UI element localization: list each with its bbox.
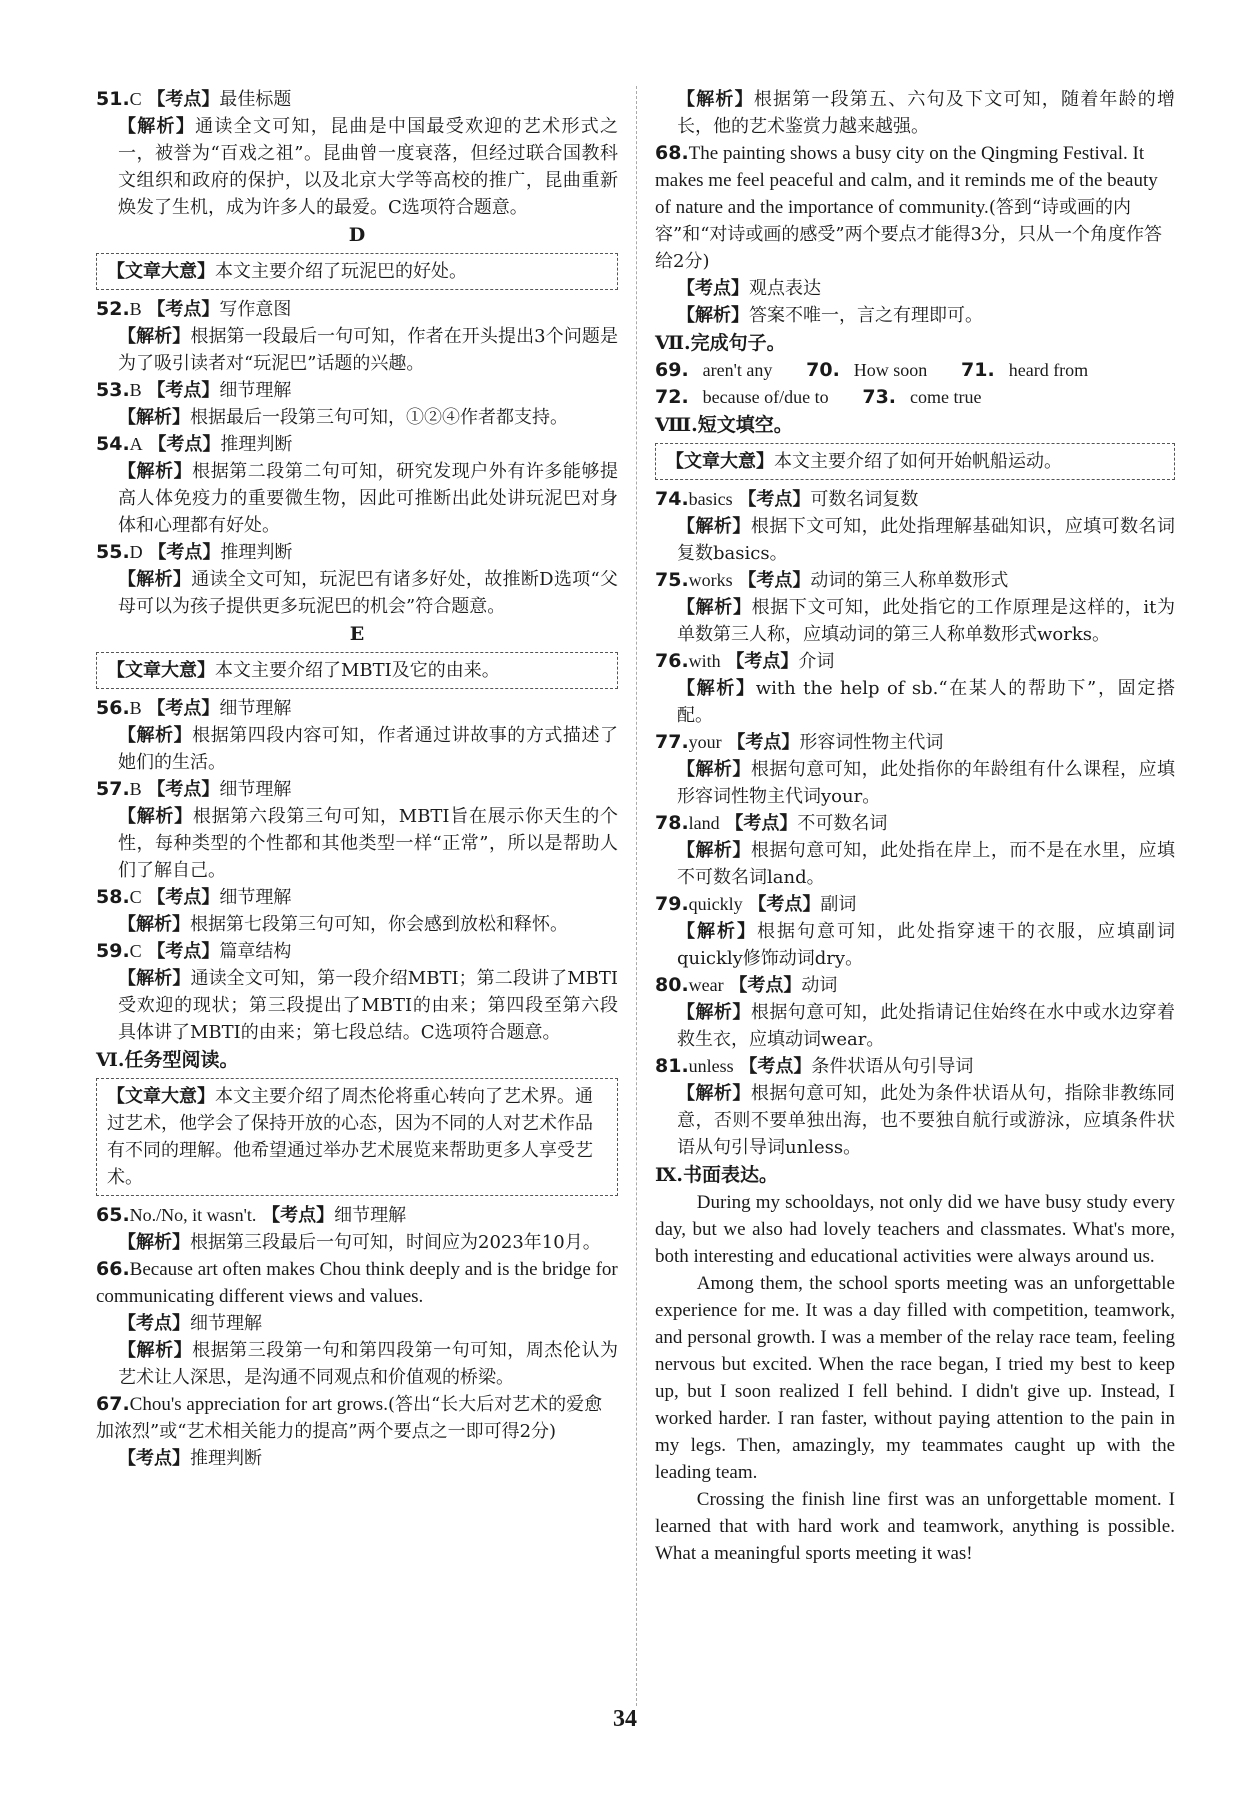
question-67: 67.Chou's appreciation for art grows.(答出“长大后对艺术的爱愈加浓烈”或“艺术相关能力的提高”两个要点之一即可得2分) 【考点】推理判断 (96, 1393, 603, 1469)
section-e-heading: E (349, 623, 365, 645)
left-column (96, 86, 618, 1472)
question-52: 52.B 【考点】写作意图 【解析】根据第一段最后一句可知，作者在开头提出3个问题是为了吸引读者对“玩泥巴”话题的兴趣。 (96, 298, 619, 374)
question-66: 66.Because art often makes Chou think deeply and is the bridge for communicating different views and values. 【考点】细节理解 【解析】根据第三段第一句和第四段第一句可知，周杰伦认为艺术让人深思，是沟通不同观点和价值观的桥梁。 (96, 1258, 618, 1388)
summary-box-6: 【文章大意】本文主要介绍了周杰伦将重心转向了艺术界。通过艺术，他学会了保持开放的心态，因为不同的人对艺术作品有不同的理解。他希望通过举办艺术展览来帮助更多人享受艺术。 (96, 1078, 618, 1196)
question-67-analysis: 【解析】根据第一段第五、六句及下文可知，随着年龄的增长，他的艺术鉴赏力越来越强。 (677, 89, 1176, 137)
sentence-answers-row-1: 69. aren't any 70. How soon 71. heard from (655, 359, 1089, 381)
section-7-heading: Ⅶ.完成句子。 (655, 332, 786, 354)
essay-paragraph-2: Among them, the school sports meeting was an unforgettable experience for me. It was a day filled with competition, teamwork, and personal growth. I was a member of the relay race team, feeling nervous but excited. When the race began, I tried my best to keep up, but I soon realized I fell behind. I didn't give up. Instead, I worked harder. I ran faster, without paying attention to the pain in my legs. Then, amazingly, my teammates caught up with the leading team. (655, 1273, 1175, 1483)
question-56: 56.B 【考点】细节理解 【解析】根据第四段内容可知，作者通过讲故事的方式描述了她们的生活。 (96, 697, 618, 773)
essay-paragraph-3: Crossing the finish line first was an unforgettable moment. I learned that with hard work and teamwork, anything is possible. What a meaningful sports meeting it was! (655, 1489, 1175, 1564)
question-81: 81.unless 【考点】条件状语从句引导词 【解析】根据句意可知，此处为条件状语从句，指除非教练同意，否则不要单独出海，也不要独自航行或游泳，应填条件状语从句引导词unless。 (655, 1055, 1176, 1158)
question-78: 78.land 【考点】不可数名词 【解析】根据句意可知，此处指在岸上，而不是在水里，应填不可数名词land。 (655, 812, 1176, 888)
question-76: 76.with 【考点】介词 【解析】with the help of sb.“在某人的帮助下”，固定搭配。 (655, 650, 1176, 726)
section-6-heading: Ⅵ.任务型阅读。 (96, 1049, 239, 1071)
summary-box-8: 【文章大意】本文主要介绍了如何开始帆船运动。 (655, 443, 1175, 480)
summary-box-d: 【文章大意】本文主要介绍了玩泥巴的好处。 (96, 253, 618, 290)
sentence-answers-row-2: 72. because of/due to 73. come true (655, 386, 982, 408)
question-55: 55.D 【考点】推理判断 【解析】通读全文可知，玩泥巴有诸多好处，故推断D选项“父母可以为孩子提供更多玩泥巴的机会”符合题意。 (96, 541, 619, 617)
question-80: 80.wear 【考点】动词 【解析】根据句意可知，此处指请记住始终在水中或水边穿着救生衣，应填动词wear。 (655, 974, 1176, 1050)
question-59: 59.C 【考点】篇章结构 【解析】通读全文可知，第一段介绍MBTI；第二段讲了MBTI受欢迎的现状；第三段提出了MBTI的由来；第四段至第六段具体讲了MBTI的由来；第七段总结。C选项符合题意。 (96, 940, 619, 1043)
question-77: 77.your 【考点】形容词性物主代词 【解析】根据句意可知，此处指你的年龄组有什么课程，应填形容词性物主代词your。 (655, 731, 1176, 807)
essay-paragraph-1: During my schooldays, not only did we have busy study every day, but we also had lovely teachers and classmates. What's more, both interesting and educational activities were always around us. (655, 1192, 1175, 1267)
question-68: 68.The painting shows a busy city on the Qingming Festival. It makes me feel peaceful and calm, and it reminds me of the beauty of nature and the importance of community.(答到“诗或画的内容”和“对诗或画的感受”两个要点才能得3分，只从一个角度作答给2分) 【考点】观点表达 【解析】答案不唯一，言之有理即可。 (655, 142, 1163, 326)
question-79: 79.quickly 【考点】副词 【解析】根据句意可知，此处指穿速干的衣服，应填副词quickly修饰动词dry。 (655, 893, 1175, 969)
question-53: 53.B 【考点】细节理解 【解析】根据最后一段第三句可知，①②④作者都支持。 (96, 379, 568, 428)
question-74: 74.basics 【考点】可数名词复数 【解析】根据下文可知，此处指理解基础知识，应填可数名词复数basics。 (655, 488, 1176, 564)
section-8-heading: Ⅷ.短文填空。 (655, 414, 793, 436)
question-75: 75.works 【考点】动词的第三人称单数形式 【解析】根据下文可知，此处指它的工作原理是这样的，it为单数第三人称，应填动词的第三人称单数形式works。 (655, 569, 1175, 645)
question-57: 57.B 【考点】细节理解 【解析】根据第六段第三句可知，MBTI旨在展示你天生的个性，每种类型的个性都和其他类型一样“正常”，所以是帮助人们了解自己。 (96, 778, 618, 881)
question-65: 65.No./No, it wasn't. 【考点】细节理解 【解析】根据第三段最后一句可知，时间应为2023年10月。 (96, 1204, 601, 1253)
question-58: 58.C 【考点】细节理解 【解析】根据第七段第三句可知，你会感到放松和释怀。 (96, 886, 568, 935)
question-54: 54.A 【考点】推理判断 【解析】根据第二段第二句可知，研究发现户外有许多能够提高人体免疫力的重要微生物，因此可推断出此处讲玩泥巴对身体和心理都有好处。 (96, 433, 618, 536)
section-9-heading: Ⅸ.书面表达。 (655, 1164, 779, 1186)
writing-essay (655, 1189, 1175, 1567)
page-number: 34 (613, 1706, 637, 1732)
question-51: 51.C 【考点】最佳标题 【解析】通读全文可知，昆曲是中国最受欢迎的艺术形式之一，被誉为“百戏之祖”。昆曲曾一度衰落，但经过联合国教科文组织和政府的保护，以及北京大学等高校的推广，昆曲重新焕发了生机，成为许多人的最爱。C选项符合题意。 (96, 88, 619, 218)
right-column (655, 86, 1175, 1567)
summary-box-e: 【文章大意】本文主要介绍了MBTI及它的由来。 (96, 652, 618, 689)
column-divider (636, 86, 637, 1706)
section-d-heading: D (348, 224, 366, 246)
